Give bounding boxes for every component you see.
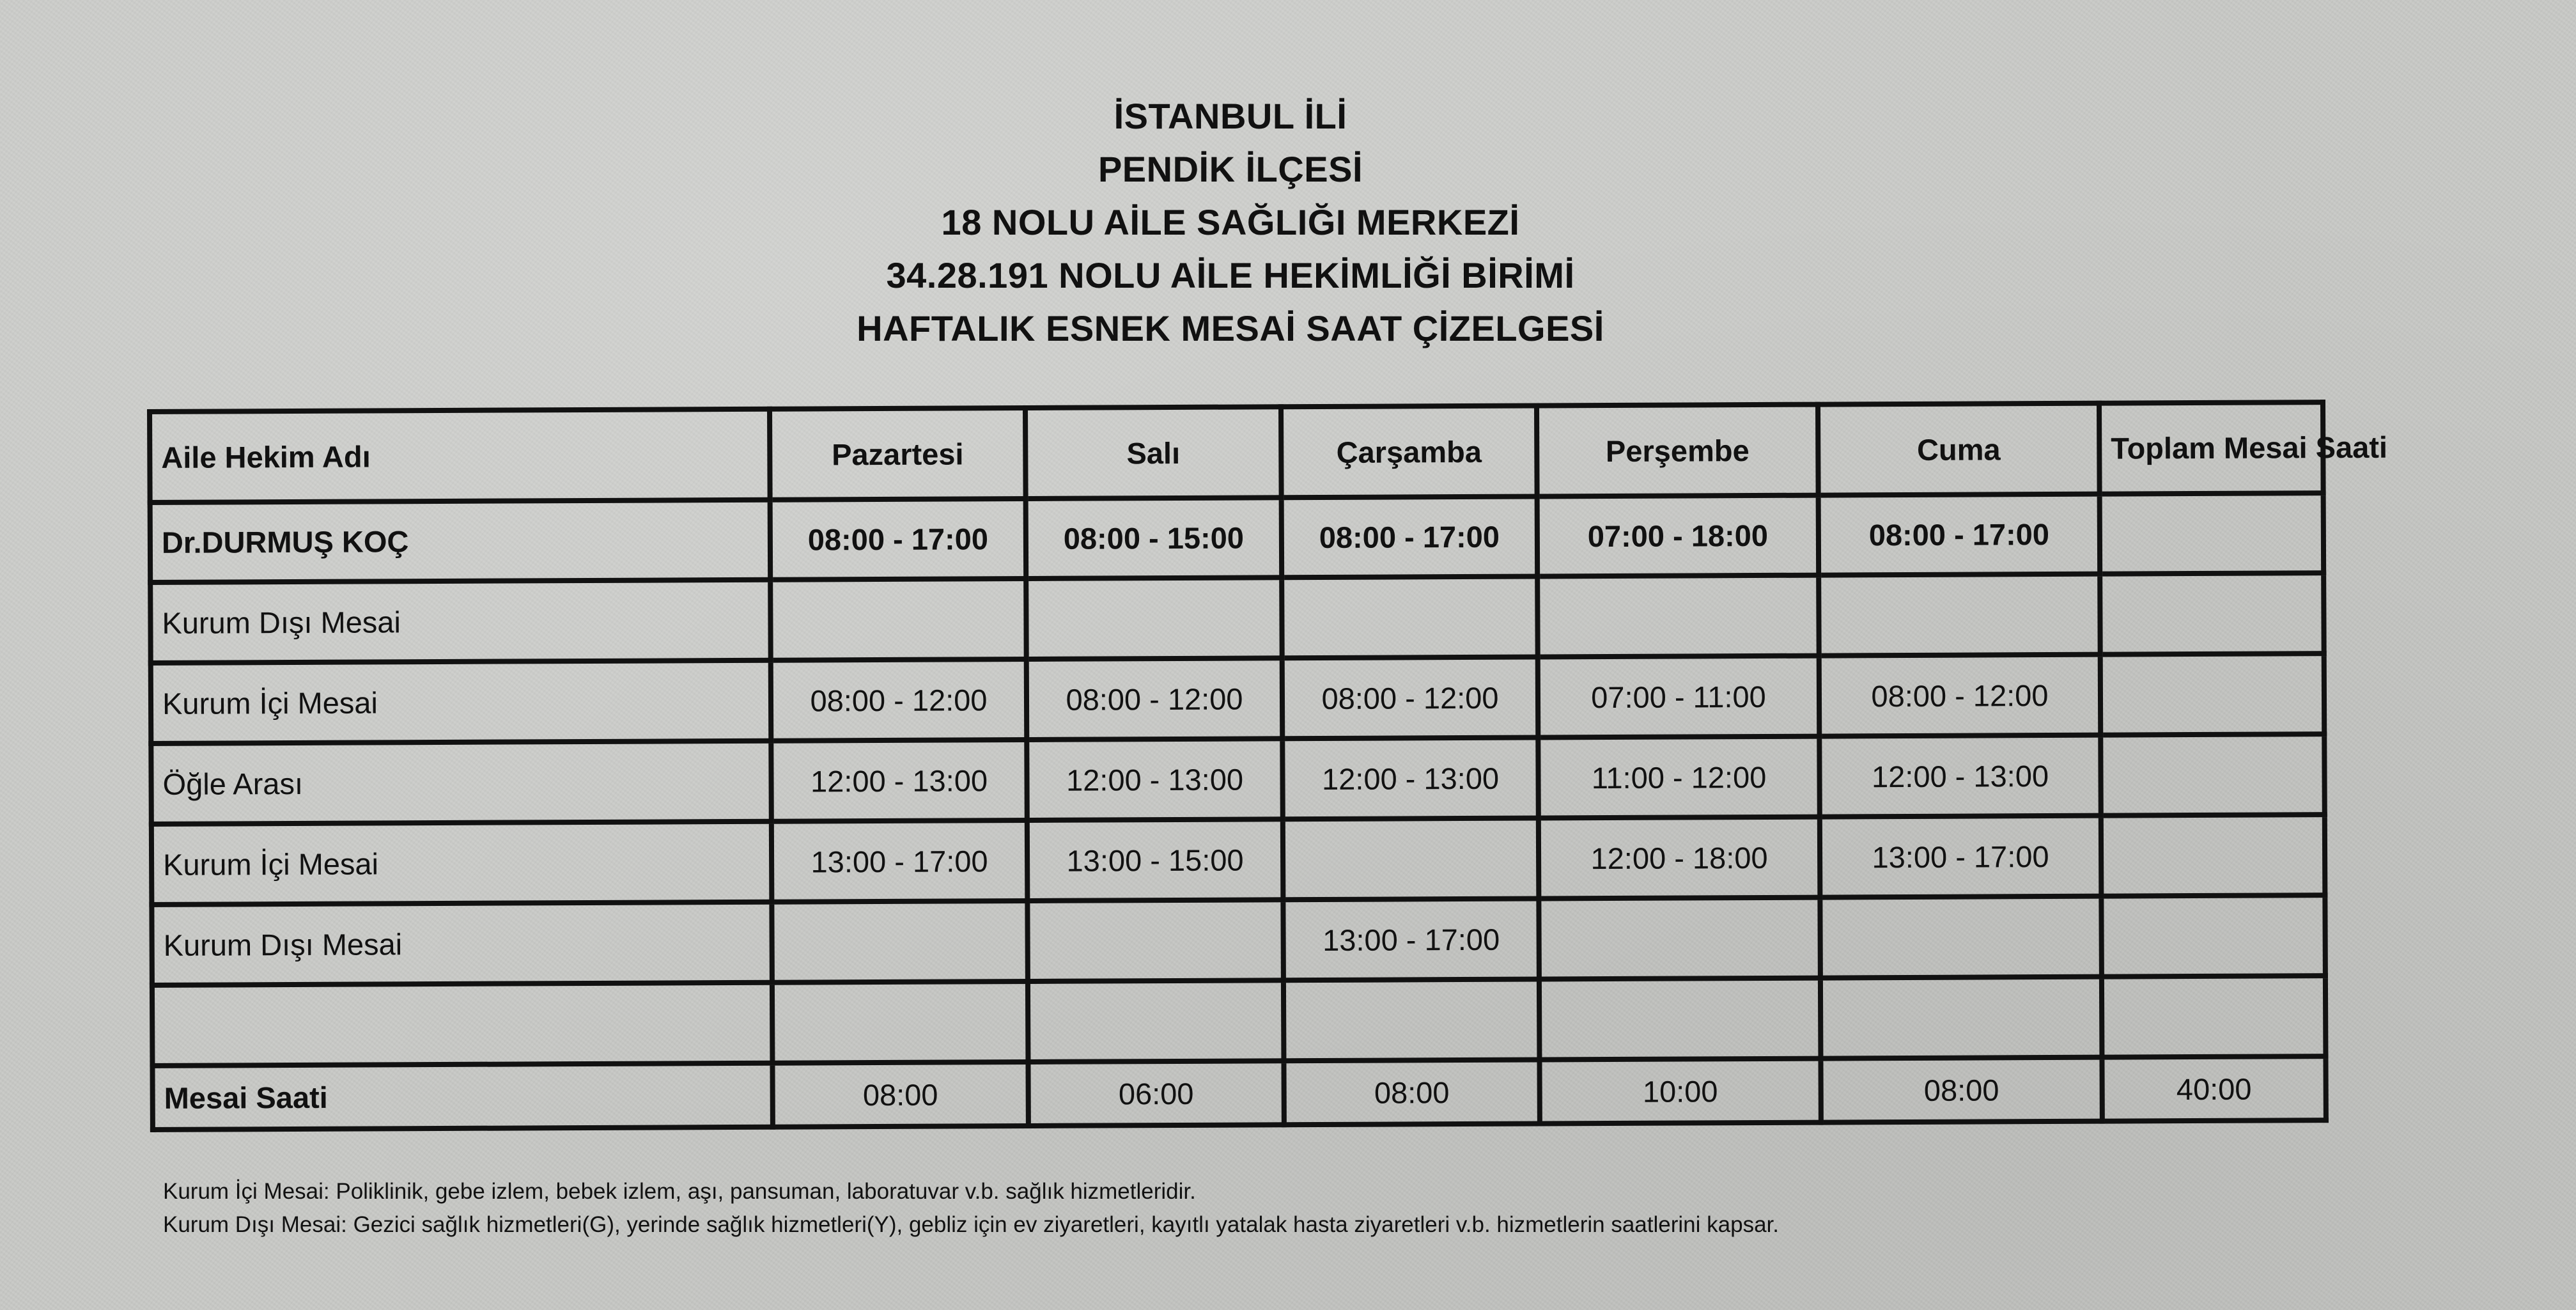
table-row xyxy=(150,573,2324,663)
table-cell: 08:00 - 12:00 xyxy=(1819,655,2101,737)
row-total-cell xyxy=(2100,573,2324,655)
table-row xyxy=(151,895,2325,985)
doctor-row xyxy=(150,493,2324,582)
table-cell: 08:00 - 12:00 xyxy=(1282,657,1539,739)
title-line-district: PENDİK İLÇESİ xyxy=(1098,149,1363,189)
doctor-hours-friday: 08:00 - 17:00 xyxy=(1819,494,2100,575)
row-total-cell xyxy=(2101,815,2325,896)
table-cell: 12:00 - 18:00 xyxy=(1539,817,1820,899)
table-cell xyxy=(772,981,1028,1063)
doctor-name: Dr.DURMUŞ KOÇ xyxy=(150,500,771,582)
table-cell: 13:00 - 17:00 xyxy=(772,820,1028,902)
table-cell: 12:00 - 13:00 xyxy=(1282,738,1539,820)
header-doctor-name: Aile Hekim Adı xyxy=(150,409,770,503)
total-wednesday: 08:00 xyxy=(1284,1060,1539,1125)
row-label: Kurum Dışı Mesai xyxy=(150,580,771,663)
footnote-internal-hours: Kurum İçi Mesai: Poliklinik, gebe izlem, bebek izlem, aşı, pansuman, laboratuvar v.b. sağlık hizmetleridir. xyxy=(163,1179,1196,1204)
header-day-tuesday: Salı xyxy=(1025,407,1282,499)
table-cell: 13:00 - 15:00 xyxy=(1027,819,1284,901)
row-total-cell xyxy=(2102,976,2326,1057)
row-label xyxy=(152,983,773,1066)
title-line-health-center: 18 NOLU AİLE SAĞLIĞI MERKEZİ xyxy=(941,202,1520,242)
total-monday: 08:00 xyxy=(772,1062,1028,1127)
table-cell: 07:00 - 11:00 xyxy=(1538,656,1820,738)
table-cell: 12:00 - 13:00 xyxy=(771,740,1027,822)
header-row xyxy=(150,402,2324,503)
doctor-hours-tuesday: 08:00 - 15:00 xyxy=(1026,497,1282,579)
table-cell xyxy=(1820,896,2102,978)
table-cell xyxy=(772,901,1028,983)
table-cell xyxy=(1820,977,2102,1059)
doctor-hours-thursday: 07:00 - 18:00 xyxy=(1537,495,1819,577)
total-friday: 08:00 xyxy=(1820,1057,2102,1123)
table-cell xyxy=(1284,979,1540,1061)
total-tuesday: 06:00 xyxy=(1028,1061,1284,1126)
header-day-wednesday: Çarşamba xyxy=(1281,406,1537,498)
doctor-hours-wednesday: 08:00 - 17:00 xyxy=(1282,497,1538,578)
table-row xyxy=(151,815,2325,905)
table-cell xyxy=(1539,898,1820,979)
table-cell: 12:00 - 13:00 xyxy=(1819,735,2101,817)
table-row xyxy=(152,976,2326,1066)
table-cell: 13:00 - 17:00 xyxy=(1820,816,2102,898)
table-row xyxy=(151,734,2325,824)
header-day-monday: Pazartesi xyxy=(770,408,1026,500)
table-cell xyxy=(1027,900,1284,981)
table-cell: 11:00 - 12:00 xyxy=(1538,737,1820,818)
table-cell: 08:00 - 12:00 xyxy=(1027,658,1283,740)
header-total-hours: Toplam Mesai Saati xyxy=(2099,402,2324,494)
document-title xyxy=(831,90,1630,355)
row-label: Kurum İçi Mesai xyxy=(151,822,772,905)
row-label: Öğle Arası xyxy=(151,741,772,824)
footnotes xyxy=(163,1175,1779,1242)
table-cell xyxy=(1819,574,2100,656)
totals-label: Mesai Saati xyxy=(152,1063,772,1130)
title-line-unit: 34.28.191 NOLU AİLE HEKİMLİĞİ BİRİMİ xyxy=(886,255,1575,295)
table-cell xyxy=(1282,577,1538,659)
doctor-hours-monday: 08:00 - 17:00 xyxy=(770,499,1027,580)
doctor-hours-total xyxy=(2100,493,2324,574)
title-line-province: İSTANBUL İLİ xyxy=(1113,96,1347,136)
row-total-cell xyxy=(2101,895,2325,977)
table-cell xyxy=(1283,818,1539,900)
total-weekly: 40:00 xyxy=(2102,1056,2325,1121)
row-total-cell xyxy=(2100,734,2325,816)
table-cell xyxy=(1539,978,1821,1060)
total-thursday: 10:00 xyxy=(1539,1059,1820,1124)
row-label: Kurum İçi Mesai xyxy=(151,660,772,744)
table-cell: 12:00 - 13:00 xyxy=(1027,738,1283,820)
table-cell xyxy=(770,579,1027,660)
header-day-thursday: Perşembe xyxy=(1537,405,1819,497)
weekly-schedule-table xyxy=(147,400,2388,1132)
title-line-schedule: HAFTALIK ESNEK MESAİ SAAT ÇİZELGESİ xyxy=(857,308,1604,348)
header-day-friday: Cuma xyxy=(1818,403,2100,495)
table-row xyxy=(151,653,2325,744)
row-total-cell xyxy=(2100,653,2325,735)
table-cell: 13:00 - 17:00 xyxy=(1283,899,1539,981)
totals-row xyxy=(152,1056,2325,1130)
row-label: Kurum Dışı Mesai xyxy=(151,902,772,985)
table-cell xyxy=(1026,577,1282,659)
table-cell xyxy=(1537,575,1819,657)
table-cell xyxy=(1028,980,1284,1062)
footnote-external-hours: Kurum Dışı Mesai: Gezici sağlık hizmetleri(G), yerinde sağlık hizmetleri(Y), gebliz için ev ziyaretleri, kayıtlı yatalak hasta ziyaretleri v.b. hizmetlerin saatlerini kapsar. xyxy=(163,1212,1779,1237)
table-cell: 08:00 - 12:00 xyxy=(771,659,1027,741)
